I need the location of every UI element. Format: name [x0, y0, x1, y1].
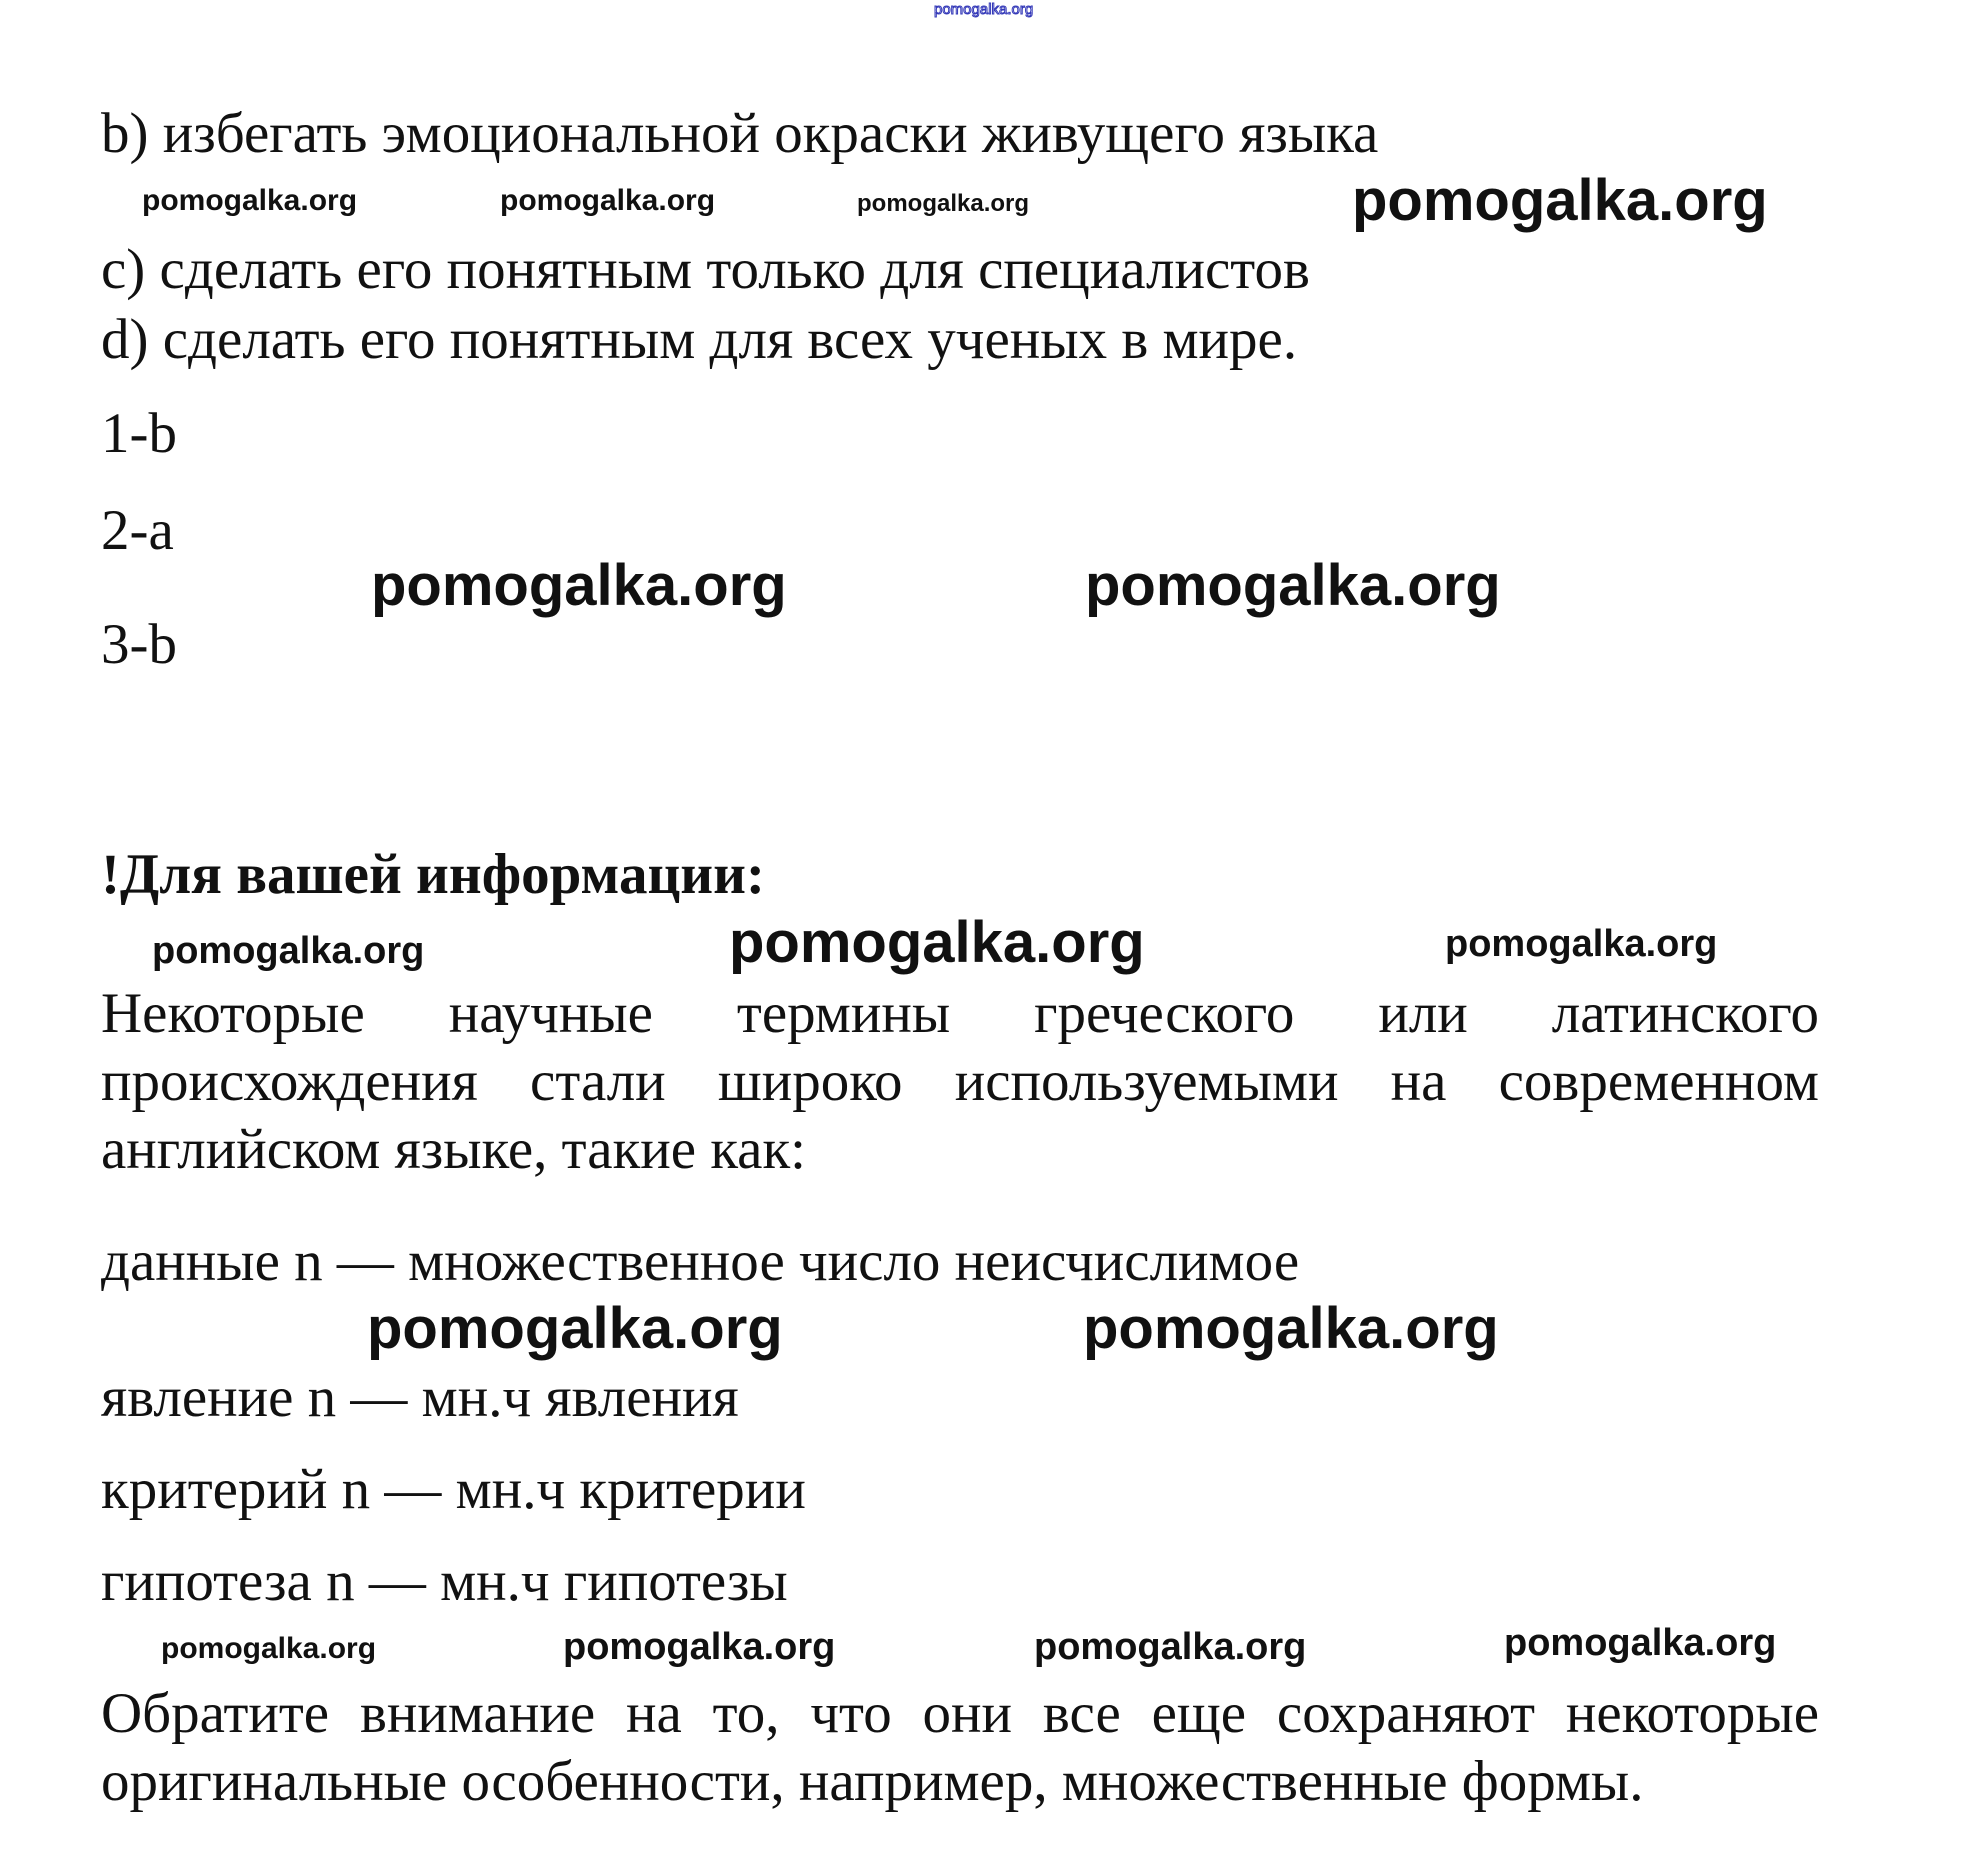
- watermark: pomogalka.org: [1352, 168, 1768, 233]
- term-criterion: критерий n — мн.ч критерии: [101, 1458, 806, 1521]
- watermark: pomogalka.org: [500, 184, 716, 217]
- option-b: b) избегать эмоциональной окраски живущего языка: [101, 102, 1379, 165]
- watermark: pomogalka.org: [857, 190, 1030, 217]
- option-c: c) сделать его понятным только для специалистов: [101, 238, 1310, 301]
- note-line: Обратите внимание на то, что они все еще сохраняют некоторые: [101, 1682, 1819, 1745]
- term-hypothesis: гипотеза n — мн.ч гипотезы: [101, 1550, 788, 1613]
- note-line: оригинальные особенности, например, множественные формы.: [101, 1750, 1644, 1813]
- intro-line: происхождения стали широко используемыми на современном: [101, 1050, 1819, 1113]
- watermark: pomogalka.org: [152, 930, 425, 972]
- watermark: pomogalka.org: [563, 1626, 836, 1668]
- watermark: pomogalka.org: [1445, 923, 1718, 965]
- watermark: pomogalka.org: [161, 1632, 377, 1665]
- intro-line: Некоторые научные термины греческого или латинского: [101, 982, 1819, 1045]
- answer-2: 2-a: [101, 499, 174, 562]
- term-data: данные n — множественное число неисчислимое: [101, 1230, 1300, 1293]
- info-heading: !Для вашей информации:: [101, 843, 765, 906]
- watermark: pomogalka.org: [142, 184, 358, 217]
- answer-3: 3-b: [101, 613, 177, 676]
- watermark-top: pomogalka.org: [934, 1, 1034, 18]
- watermark: pomogalka.org: [1504, 1622, 1777, 1664]
- watermark: pomogalka.org: [1083, 1296, 1499, 1361]
- term-phenomenon: явление n — мн.ч явления: [101, 1366, 739, 1429]
- option-d: d) сделать его понятным для всех ученых в мире.: [101, 308, 1298, 371]
- watermark: pomogalka.org: [1034, 1626, 1307, 1668]
- watermark: pomogalka.org: [729, 910, 1145, 975]
- intro-line: английском языке, такие как:: [101, 1118, 806, 1181]
- answer-1: 1-b: [101, 402, 177, 465]
- watermark: pomogalka.org: [367, 1296, 783, 1361]
- watermark: pomogalka.org: [1085, 553, 1501, 618]
- watermark: pomogalka.org: [371, 553, 787, 618]
